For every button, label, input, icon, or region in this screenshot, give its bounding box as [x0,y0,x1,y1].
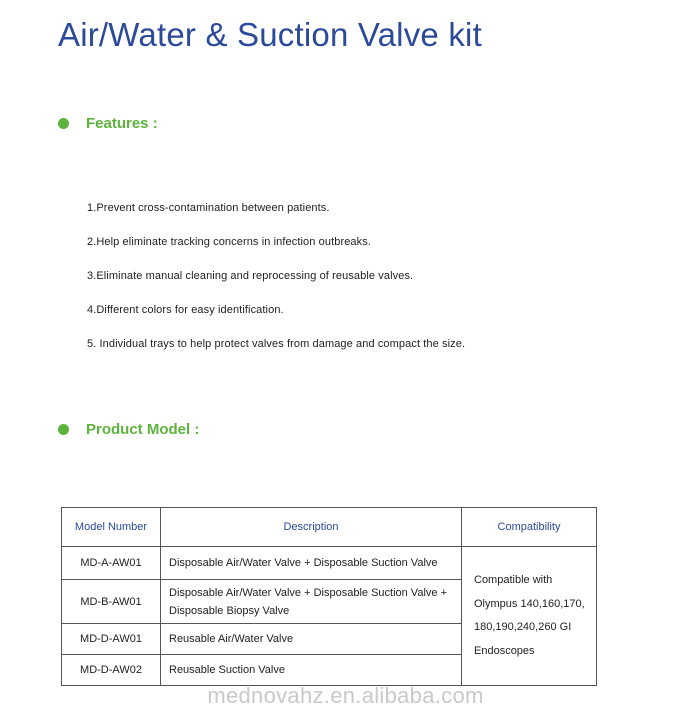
description-cell: Disposable Air/Water Valve + Disposable Suction Valve + Disposable Biopsy Valve [161,580,462,624]
features-heading-label: Features : [86,115,158,132]
compatibility-cell: Compatible with Olympus 140,160,170, 180,190,240,260 GI Endoscopes [462,547,597,686]
page-title: Air/Water & Suction Valve kit [58,16,482,53]
product-model-heading-label: Product Model : [86,421,200,438]
description-cell: Reusable Air/Water Valve [161,624,462,655]
header-model-number: Model Number [62,508,161,547]
table-row [62,547,597,580]
feature-item: 4.Different colors for easy identification. [87,304,284,316]
header-compatibility: Compatibility [462,508,597,547]
features-heading [58,115,158,132]
description-cell: Reusable Suction Valve [161,655,462,686]
header-description: Description [161,508,462,547]
feature-item: 5. Individual trays to help protect valves from damage and compact the size. [87,338,466,350]
description-cell: Disposable Air/Water Valve + Disposable Suction Valve [161,547,462,580]
table-header-row [62,508,597,547]
watermark: mednovahz.en.alibaba.com [207,683,484,708]
product-model-table [61,507,597,686]
model-number-cell: MD-D-AW02 [62,655,161,686]
product-model-heading [58,421,199,438]
model-number-cell: MD-A-AW01 [62,547,161,580]
features-list [87,199,465,369]
bullet-icon [58,118,69,129]
model-number-cell: MD-B-AW01 [62,580,161,624]
feature-item: 3.Eliminate manual cleaning and reprocessing of reusable valves. [87,270,414,282]
feature-item: 1.Prevent cross-contamination between patients. [87,202,330,214]
bullet-icon [58,424,69,435]
model-number-cell: MD-D-AW01 [62,624,161,655]
feature-item: 2.Help eliminate tracking concerns in infection outbreaks. [87,236,372,248]
